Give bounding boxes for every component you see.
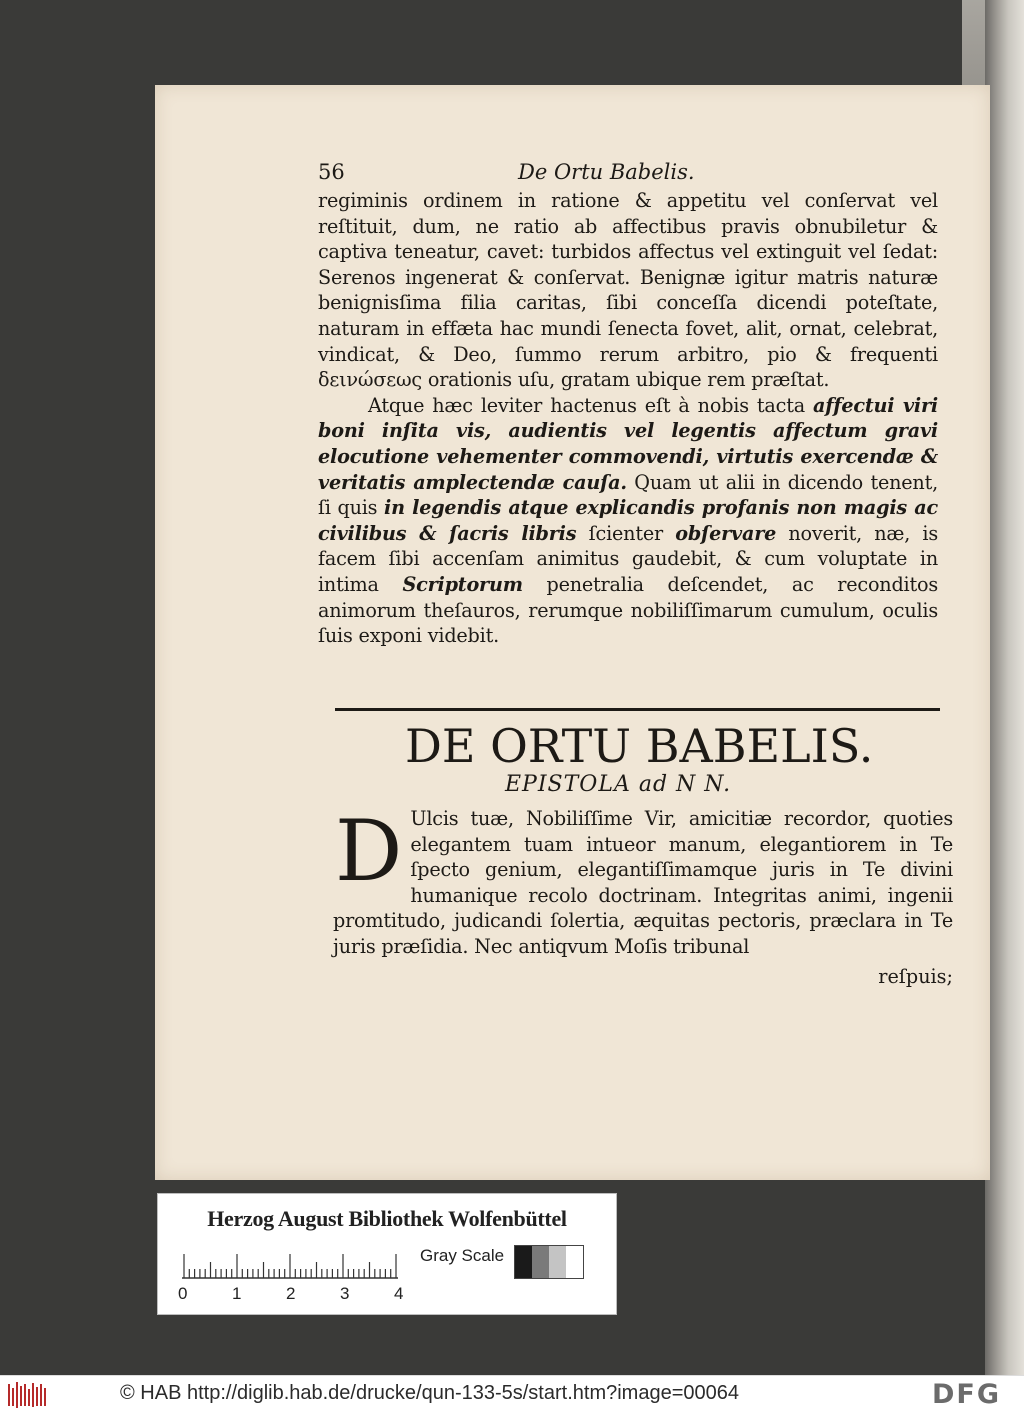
- ruler-label-4: 4: [394, 1284, 404, 1303]
- gray-swatch-2: [532, 1246, 549, 1278]
- ruler-label-2: 2: [286, 1284, 296, 1303]
- footer-copyright-link[interactable]: © HAB http://diglib.hab.de/drucke/qun-133-5s/start.htm?image=00064: [120, 1382, 739, 1404]
- ruler-icon: [182, 1238, 402, 1280]
- para2-italic-2: in legendis atque explicandis profanis non magis ac civilibus & ſacris libris: [318, 496, 938, 545]
- para2-text-5: penetralia deſcendet, ac reconditos animorum theſauros, rerumque nobiliſſimarum cumulum, oculis ſuis exponi videbit.: [318, 572, 938, 648]
- paragraph-2: [318, 393, 938, 649]
- para2-text-3: ſcienter: [576, 521, 676, 545]
- para2-text-2: Quam ut alii in dicendo tenent, ſi quis: [318, 470, 938, 520]
- chapter-title: DE ORTU BABELIS.: [405, 719, 874, 773]
- ruler-label-3: 3: [340, 1284, 350, 1303]
- backdrop-next-page: [985, 0, 1024, 1375]
- dfg-logo: DFG: [932, 1379, 1002, 1410]
- ruler-label-1: 1: [232, 1284, 242, 1303]
- gray-scale-swatch: [514, 1245, 584, 1279]
- para2-italic-4: Scriptorum: [402, 572, 523, 596]
- main-text-column: [318, 160, 938, 649]
- running-head: [318, 160, 938, 188]
- footer-bar: [0, 1375, 1024, 1413]
- hab-logo-icon: [6, 1380, 50, 1410]
- section-rule: [335, 708, 940, 711]
- para2-italic-1: affectui viri boni inſita vis, audientis vel legentis affectum gravi elocutione vehementer commovendi, virtutis exercendæ & veritatis amplectendæ cauſa.: [318, 393, 938, 494]
- color-reference-card: [157, 1193, 617, 1315]
- running-title: De Ortu Babelis.: [518, 160, 695, 184]
- paragraph-1: regiminis ordinem in ratione & appetitu vel conſervat vel reſtituit, dum, ne ratio ab affectibus pravis obnubiletur & captiva teneatur, cavet: turbidos affectus vel extinguit vel ſedat: Serenos ingenerat & conſervat. Benignæ igitur matris naturæ benignisſima filia caritas, ſibi conceſſa dicendi poteſtate, naturam in effæta hac mundi ſenecta fovet, alit, ornat, celebrat, vindicat, & Deo, ſummo rerum arbitro, pio & frequenti δεινώσεως orationis uſu, gratam ubique rem præſtat.: [318, 189, 938, 392]
- page-number: 56: [318, 160, 345, 184]
- para2-text-1: Atque hæc leviter hactenus eſt à nobis tacta: [368, 393, 813, 417]
- letter-text: Ulcis tuæ, Nobiliſſime Vir, amicitiæ recordor, quoties elegantem tuam intueor manum, elegantiorem in Te ſpecto genium, elegantiſſimamque juris in Te divini humanique recolo doctrinam. Integritas animi, ingenii promtitudo, judicandi ſolertia, æquitas pectoris, præclara in Te juris præſidia. Nec antiqvum Moſis tribunal: [333, 807, 953, 958]
- gray-scale-label: Gray Scale: [420, 1246, 505, 1265]
- para2-italic-3: obſervare: [675, 521, 777, 545]
- drop-cap: D: [335, 802, 403, 900]
- gray-swatch-4: [566, 1246, 583, 1278]
- letter-body: [333, 802, 953, 989]
- card-title: Herzog August Bibliothek Wolfenbüttel: [207, 1206, 567, 1231]
- para2-text-4: noverit, næ, is facem ſibi accenſam animitus gaudebit, & cum voluptate in intima: [318, 521, 938, 596]
- gray-swatch-1: [515, 1246, 532, 1278]
- gray-swatch-3: [549, 1246, 566, 1278]
- chapter-subtitle: EPISTOLA ad N N.: [505, 772, 732, 797]
- catchword: reſpuis;: [878, 964, 953, 988]
- ruler-label-0: 0: [178, 1284, 188, 1303]
